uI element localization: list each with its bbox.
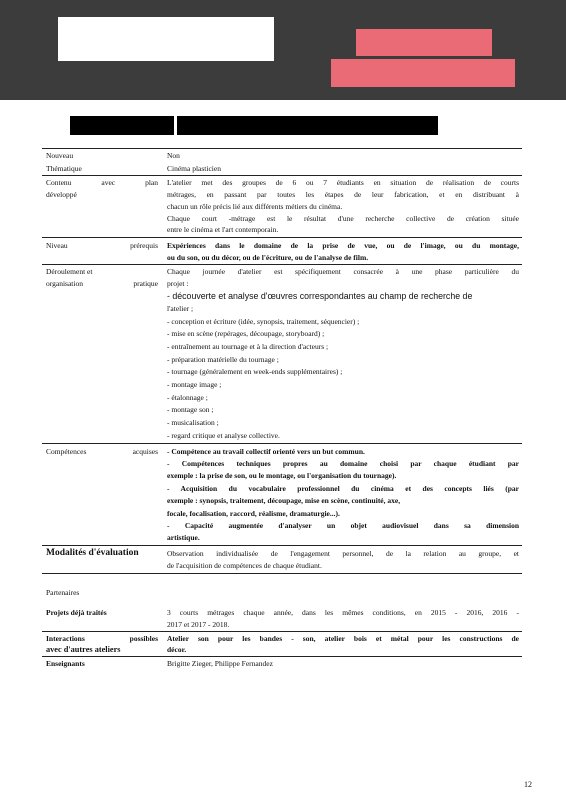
header-title-box <box>58 17 274 61</box>
page-number: 12 <box>524 780 532 789</box>
deroulement-item: - mise en scène (repérages, découpage, storyboard) ; <box>167 329 325 338</box>
table-rule <box>42 175 522 176</box>
label-enseignants: Enseignants <box>46 659 85 668</box>
deroulement-item: - entraînement au tournage et à la direction d'acteurs ; <box>167 342 329 351</box>
prerequis-line: Expériences dans le domaine de la prise de vue, ou de l'image, ou du montage, <box>167 241 519 250</box>
contenu-line: chacun un rôle précis lié aux différents métiers du cinéma. <box>167 202 343 211</box>
interactions-line: décor. <box>167 645 187 654</box>
table-rule <box>42 264 522 265</box>
table-rule <box>42 573 522 574</box>
header-band <box>0 0 566 100</box>
deroulement-lead: l'atelier ; <box>167 304 194 313</box>
table-rule <box>42 148 522 149</box>
header-accent-box-top <box>356 29 492 56</box>
header-accent-box-bottom <box>331 59 515 87</box>
deroulement-lead: - découverte et analyse d'œuvres correspondantes au champ de recherche de <box>167 291 473 301</box>
label-interactions-2: avec d'autres ateliers <box>46 645 121 654</box>
label-competences: Compétences acquises <box>46 447 158 456</box>
competences-line: - Acquisition du vocabulaire professionnel du cinéma et des concepts liés (par <box>167 484 519 493</box>
table-rule <box>42 545 522 546</box>
deroulement-item: - musicalisation ; <box>167 418 219 427</box>
deroulement-item: - montage image ; <box>167 380 222 389</box>
modalites-line: Observation individualisée de l'engagement personnel, de la relation au groupe, et <box>167 549 519 558</box>
redacted-title-right <box>177 116 438 135</box>
table-rule <box>42 237 522 238</box>
value-thematique: Cinéma plasticien <box>167 164 221 173</box>
label-nouveau: Nouveau <box>46 151 74 160</box>
label-interactions: Interactions possibles <box>46 634 158 643</box>
contenu-line: entre le cinéma et l'art contemporain. <box>167 225 279 234</box>
label-contenu-2: développé <box>46 190 77 199</box>
label-thematique: Thématique <box>46 164 82 173</box>
competences-line: - Compétence au travail collectif orienté vers un but commun. <box>167 447 365 456</box>
label-modalites: Modalités d'évaluation <box>46 548 139 558</box>
table-rule <box>42 631 522 632</box>
projets-line: 3 courts métrages chaque année, dans les mêmes conditions, en 2015 - 2016, 2016 - <box>167 608 519 617</box>
redacted-title-left <box>70 116 174 135</box>
label-contenu: Contenu avec plan <box>46 178 158 187</box>
table-rule <box>42 656 522 657</box>
deroulement-item: - préparation matérielle du tournage ; <box>167 355 279 364</box>
value-nouveau: Non <box>167 151 180 160</box>
deroulement-item: - montage son ; <box>167 405 214 414</box>
contenu-line: L'atelier met des groupes de 6 ou 7 étudiants en situation de réalisation de courts <box>167 178 519 187</box>
label-prerequis: Niveau prérequis <box>46 241 158 250</box>
value-enseignants: Brigitte Zieger, Philippe Fernandez <box>167 659 273 668</box>
projets-line: 2017 et 2017 - 2018. <box>167 620 230 629</box>
deroulement-intro: projet : <box>167 279 189 288</box>
contenu-line: Chaque court -métrage est le résultat d'une recherche collective de création située <box>167 214 519 223</box>
deroulement-item: - étalonnage ; <box>167 393 208 402</box>
competences-line: - Compétences techniques propres au domaine choisi par chaque étudiant par <box>167 459 519 468</box>
competences-line: exemple : synopsis, traitement, découpage, mise en scène, continuité, axe, <box>167 496 401 505</box>
competences-line: exemple : la prise de son, ou le montage, ou l'organisation du tournage). <box>167 471 397 480</box>
label-partenaires: Partenaires <box>46 588 80 597</box>
deroulement-item: - regard critique et analyse collective. <box>167 431 280 440</box>
deroulement-item: - tournage (généralement en week-ends supplémentaires) ; <box>167 367 343 376</box>
competences-line: focale, focalisation, raccord, réalisme, dramaturgie...). <box>167 509 340 518</box>
label-deroulement: Déroulement et <box>46 267 93 276</box>
deroulement-item: - conception et écriture (idée, synopsis, traitement, séquencier) ; <box>167 317 360 326</box>
competences-line: - Capacité augmentée d'analyser un objet audiovisuel dans sa dimension <box>167 521 519 530</box>
competences-line: artistique. <box>167 533 200 542</box>
contenu-line: métrages, en passant par toutes les étapes de leur fabrication, et en distribuant à <box>167 190 519 199</box>
label-deroulement-2: organisation pratique <box>46 279 158 288</box>
prerequis-line: ou du son, ou du décor, ou de l'écriture, ou de l'analyse de film. <box>167 253 369 262</box>
deroulement-intro: Chaque journée d'atelier est spécifiquement consacrée à une phase particulière du <box>167 267 519 276</box>
interactions-line: Atelier son pour les bandes - son, atelier bois et métal pour les constructions de <box>167 634 519 643</box>
label-projets: Projets déjà traités <box>46 608 107 617</box>
modalites-line: de l'acquisition de compétences de chaque étudiant. <box>167 561 322 570</box>
table-rule <box>42 443 522 444</box>
